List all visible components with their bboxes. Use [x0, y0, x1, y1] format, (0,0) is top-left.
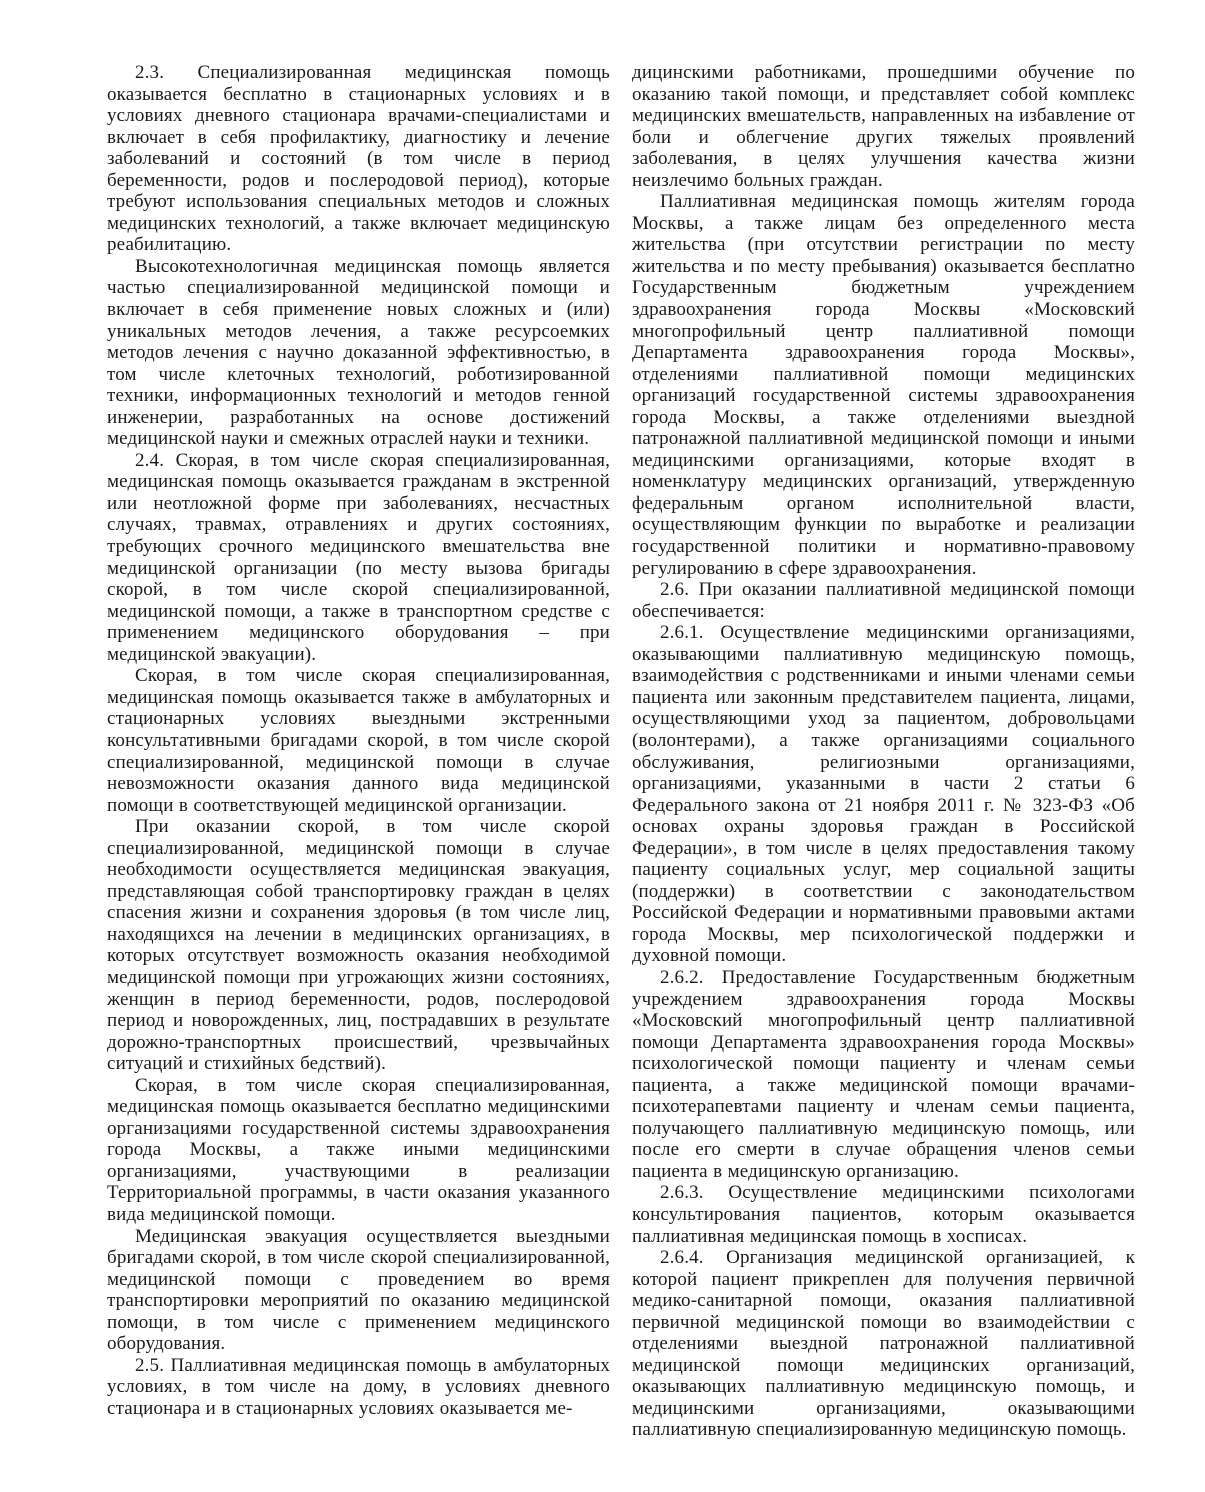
two-column-layout — [107, 62, 1135, 1441]
paragraph: 2.6.3. Осуществление медицинскими психологами консультирования пациентов, которым оказывается паллиативная медицинская помощь в хосписах. — [632, 1182, 1135, 1247]
paragraph: 2.6.2. Предоставление Государственным бюджетным учреждением здравоохранения города Москвы «Московский многопрофильный центр паллиативной помощи Департамента здравоохранения города Москвы» психологической помощи пациенту и членам семьи пациента, а также медицинской помощи врачами-психотерапевтами пациенту и членам семьи пациента, получающего паллиативную медицинскую помощь, или после его смерти в случае обращения членов семьи пациента в медицинскую организацию. — [632, 966, 1135, 1182]
paragraph: 2.6.4. Организация медицинской организацией, к которой пациент прикреплен для получения первичной медико-санитарной помощи, оказания паллиативной первичной медицинской помощи во взаимодействии с отделениями выездной патронажной паллиативной медицинской помощи медицинских организаций, оказывающих паллиативную медицинскую помощь, и медицинскими организациями, оказывающими паллиативную специализированную медицинскую помощь. — [632, 1247, 1135, 1441]
paragraph: 2.5. Паллиативная медицинская помощь в амбулаторных условиях, в том числе на дому, в условиях дневного стационара и в стационарных условиях оказывается ме- — [107, 1354, 610, 1419]
text-column-right — [632, 62, 1135, 1441]
paragraph: Скорая, в том числе скорая специализированная, медицинская помощь оказывается бесплатно медицинскими организациями государственной системы здравоохранения города Москвы, а также иными медицинскими организациями, участвующими в реализации Территориальной программы, в части оказания указанного вида медицинской помощи. — [107, 1074, 610, 1225]
paragraph: Скорая, в том числе скорая специализированная, медицинская помощь оказывается также в амбулаторных и стационарных условиях выездными экстренными консультативными бригадами скорой, в том числе скорой специализированной, медицинской помощи в случае невозможности оказания данного вида медицинской помощи в соответствующей медицинской организации. — [107, 665, 610, 816]
paragraph: Высокотехнологичная медицинская помощь является частью специализированной медицинской помощи и включает в себя применение новых сложных и (или) уникальных методов лечения, а также ресурсоемких методов лечения с научно доказанной эффективностью, в том числе клеточных технологий, роботизированной техники, информационных технологий и методов генной инженерии, разработанных на основе достижений медицинской науки и смежных отраслей науки и техники. — [107, 255, 610, 450]
paragraph: 2.6.1. Осуществление медицинскими организациями, оказывающими паллиативную медицинскую помощь, взаимодействия с родственниками и иными членами семьи пациента или законным представителем пациента, лицами, осуществляющими уход за пациентом, добровольцами (волонтерами), а также организациями социального обслуживания, религиозными организациями, организациями, указанными в части 2 статьи 6 Федерального закона от 21 ноября 2011 г. № 323-ФЗ «Об основах охраны здоровья граждан в Российской Федерации», в том числе в целях предоставления такому пациенту социальных услуг, мер социальной защиты (поддержки) в соответствии с законодательством Российской Федерации и нормативными правовыми актами города Москвы, мер психологической поддержки и духовной помощи. — [632, 622, 1135, 967]
paragraph: дицинскими работниками, прошедшими обучение по оказанию такой помощи, и представляет собой комплекс медицинских вмешательств, направленных на избавление от боли и облегчение других тяжелых проявлений заболевания, в целях улучшения качества жизни неизлечимо больных граждан. — [632, 62, 1135, 191]
paragraph: 2.3. Специализированная медицинская помощь оказывается бесплатно в стационарных условиях и в условиях дневного стационара врачами-специалистами и включает в себя профилактику, диагностику и лечение заболеваний и состояний (в том числе в период беременности, родов и послеродовой период), которые требуют использования специальных методов и сложных медицинских технологий, а также включает медицинскую реабилитацию. — [107, 62, 610, 256]
paragraph: Медицинская эвакуация осуществляется выездными бригадами скорой, в том числе скорой специализированной, медицинской помощи с проведением во время транспортировки мероприятий по оказанию медицинской помощи, в том числе с применением медицинского оборудования. — [107, 1225, 610, 1355]
paragraph: При оказании скорой, в том числе скорой специализированной, медицинской помощи в случае необходимости осуществляется медицинская эвакуация, представляющая собой транспортировку граждан в целях спасения жизни и сохранения здоровья (в том числе лиц, находящихся на лечении в медицинских организациях, в которых отсутствует возможность оказания необходимой медицинской помощи при угрожающих жизни состояниях, женщин в период беременности, родов, послеродовой период и новорожденных, лиц, пострадавших в результате дорожно-транспортных происшествий, чрезвычайных ситуаций и стихийных бедствий). — [107, 816, 610, 1075]
paragraph: 2.6. При оказании паллиативной медицинской помощи обеспечивается: — [632, 579, 1135, 622]
paragraph: Паллиативная медицинская помощь жителям города Москвы, а также лицам без определенного места жительства (при отсутствии регистрации по месту жительства и по месту пребывания) оказывается бесплатно Государственным бюджетным учреждением здравоохранения города Москвы «Московский многопрофильный центр паллиативной помощи Департамента здравоохранения города Москвы», отделениями паллиативной помощи медицинских организаций государственной системы здравоохранения города Москвы, а также отделениями выездной патронажной паллиативной медицинской помощи и иными медицинскими организациями, которые входят в номенклатуру медицинских организаций, утвержденную федеральным органом исполнительной власти, осуществляющим функции по выработке и реализации государственной политики и нормативно-правовому регулированию в сфере здравоохранения. — [632, 191, 1135, 579]
text-column-left — [107, 62, 610, 1419]
paragraph: 2.4. Скорая, в том числе скорая специализированная, медицинская помощь оказывается гражданам в экстренной или неотложной форме при заболеваниях, несчастных случаях, травмах, отравлениях и других состояниях, требующих срочного медицинского вмешательства вне медицинской организации (по месту вызова бригады скорой, в том числе скорой специализированной, медицинской помощи, а также в транспортном средстве с применением медицинского оборудования – при медицинской эвакуации). — [107, 449, 610, 665]
